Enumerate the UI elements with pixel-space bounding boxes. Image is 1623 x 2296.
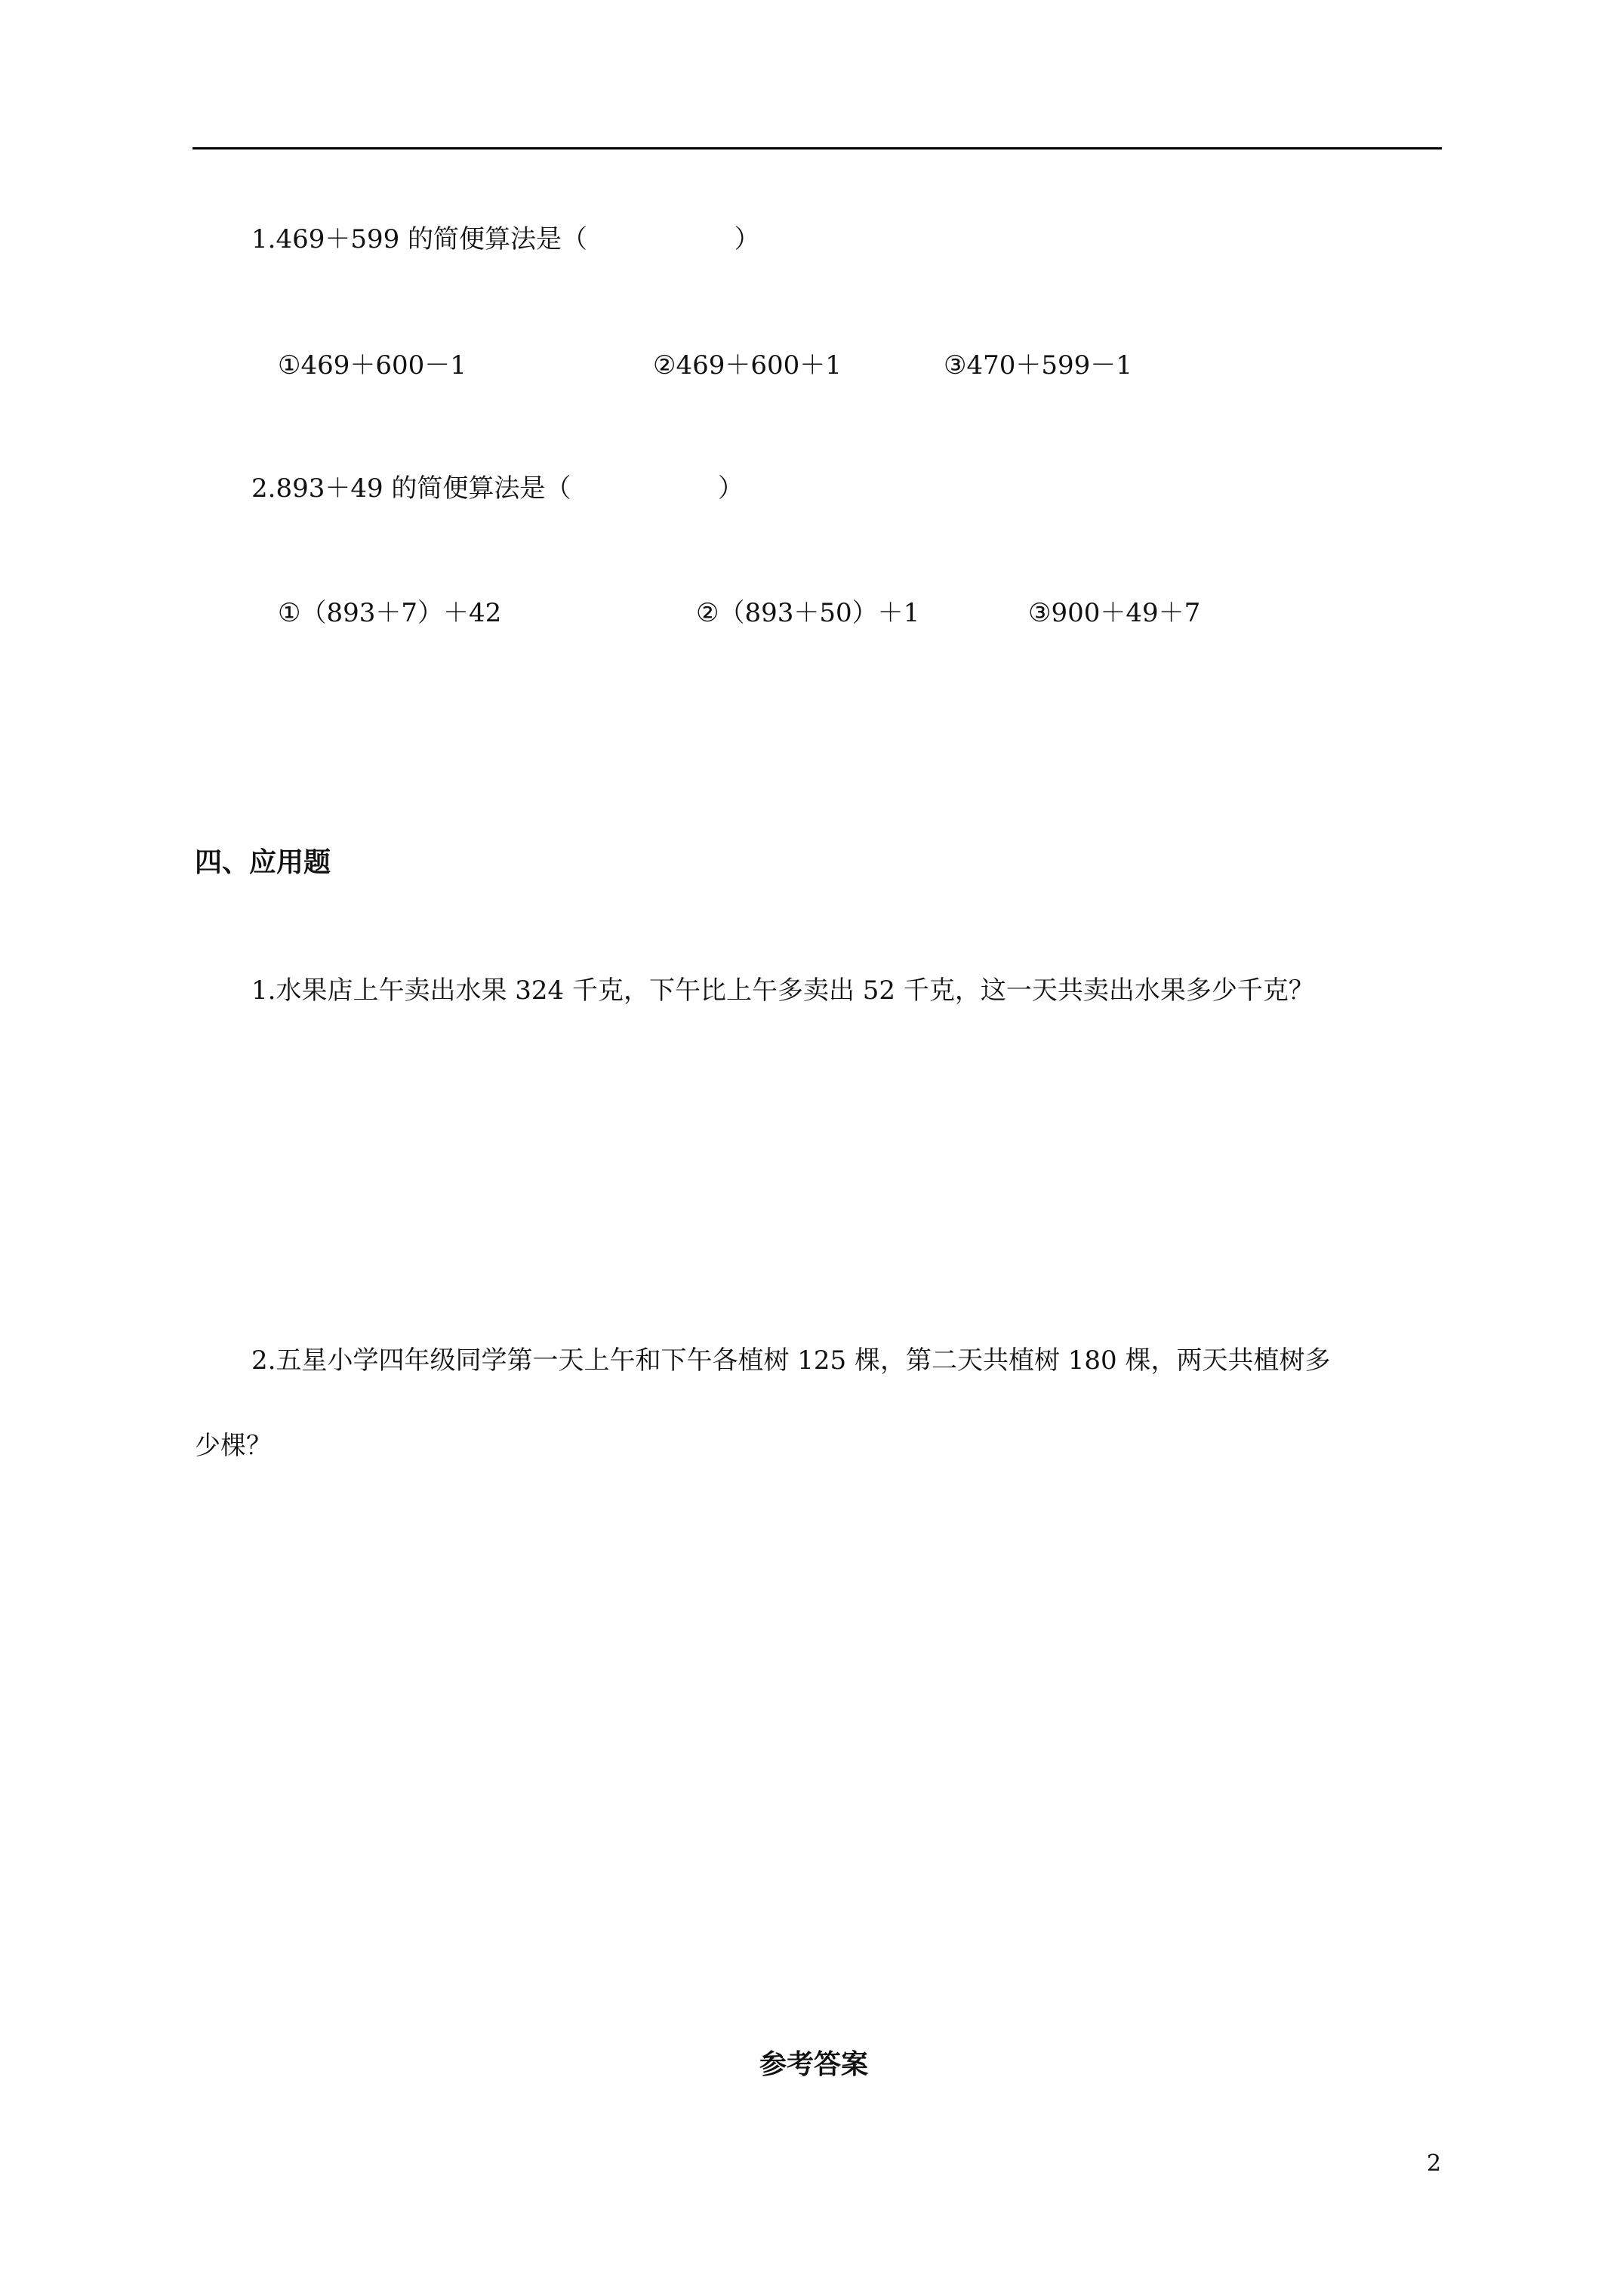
header-rule bbox=[192, 147, 1442, 149]
answers-heading: 参考答案 bbox=[759, 2048, 869, 2080]
question-3-1-option-3: ③470＋599－1 bbox=[944, 350, 1132, 381]
question-4-2-line-2: 少棵？ bbox=[195, 1431, 272, 1461]
question-3-2-option-3: ③900＋49＋7 bbox=[1028, 598, 1201, 628]
question-4-2-line-1: 2.五星小学四年级同学第一天上午和下午各植树 125 棵，第二天共植树 180 棵，两天共植树多 bbox=[251, 1345, 1331, 1376]
question-3-1-option-2: ②469＋600＋1 bbox=[653, 350, 842, 381]
question-3-2-stem: 2.893＋49 的简便算法是（ ） bbox=[251, 473, 744, 504]
page-number: 2 bbox=[1427, 2150, 1442, 2177]
question-4-1: 1.水果店上午卖出水果 324 千克，下午比上午多卖出 52 千克，这一天共卖出水果多少千克？ bbox=[251, 975, 1314, 1006]
question-3-2-option-2: ②（893＋50）＋1 bbox=[696, 598, 920, 628]
question-3-1-stem: 1.469＋599 的简便算法是（ ） bbox=[251, 224, 760, 254]
question-3-1-option-1: ①469＋600－1 bbox=[278, 350, 467, 381]
section-4-heading: 四、应用题 bbox=[195, 846, 331, 878]
question-3-2-option-1: ①（893＋7）＋42 bbox=[278, 598, 502, 628]
